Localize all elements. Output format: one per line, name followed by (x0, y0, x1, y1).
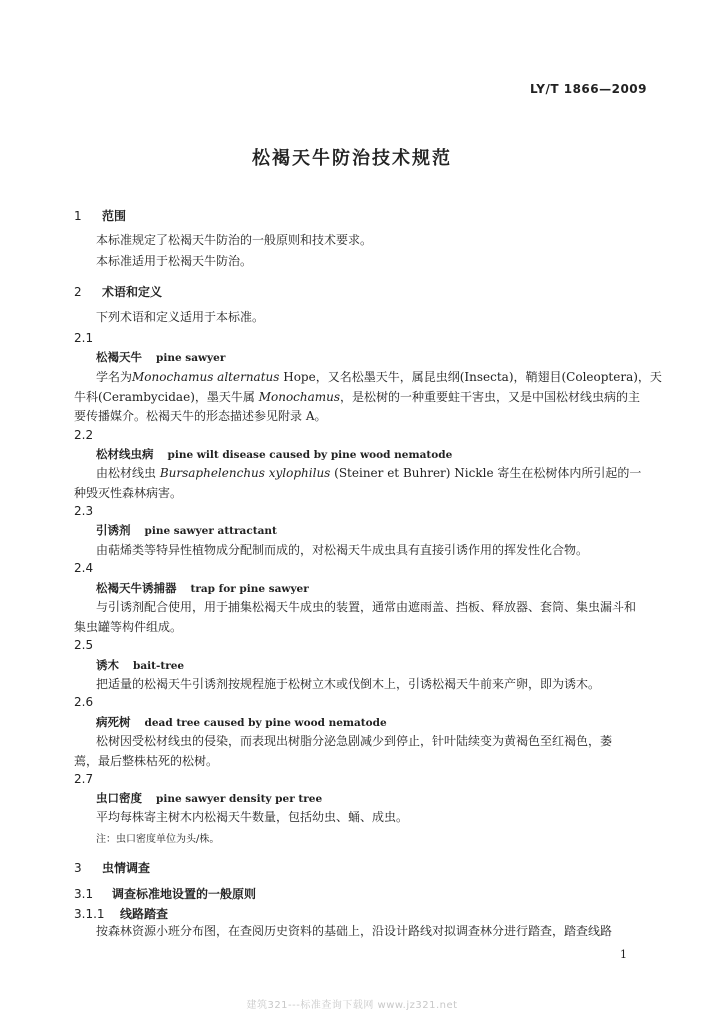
term-en: pine wilt disease caused by pine wood nematode (167, 449, 453, 461)
term-heading (96, 349, 225, 365)
section-3-heading (74, 859, 150, 876)
section-number: 2 (74, 285, 82, 299)
section-number: 3.1 (74, 887, 94, 901)
clause-number: 2.1 (74, 331, 94, 345)
section-number: 1 (74, 209, 82, 223)
term-zh: 病死树 (96, 715, 131, 729)
term-en: trap for pine sawyer (190, 583, 309, 595)
clause-number: 2.7 (74, 772, 94, 786)
term-heading (96, 714, 387, 730)
page-number: 1 (620, 948, 627, 961)
scientific-name: Bursaphelenchus xylophilus (159, 466, 331, 480)
section-number: 3 (74, 861, 82, 875)
term-heading (96, 657, 184, 673)
section-title: 范围 (102, 209, 127, 223)
definition-line: 要传播媒介。松褐天牛的形态描述参见附录 A。 (74, 409, 327, 423)
note: 注：虫口密度单位为头/株。 (96, 834, 220, 845)
term-zh: 松材线虫病 (96, 447, 154, 461)
term-en: pine sawyer (156, 352, 226, 364)
term-zh: 松褐天牛 (96, 350, 142, 364)
definition-line: 平均每株寄主树木内松褐天牛数量，包括幼虫、蛹、成虫。 (96, 810, 409, 824)
text: Hope，又名松墨天牛，属昆虫纲(Insecta)，鞘翅目(Coleoptera)，天 (279, 370, 662, 384)
clause-number: 2.4 (74, 561, 94, 575)
paragraph: 本标准适用于松褐天牛防治。 (96, 254, 253, 268)
term-zh: 松褐天牛诱捕器 (96, 581, 177, 595)
watermark: 建筑321---标准查询下载网 www.jz321.net (246, 1000, 458, 1011)
term-en: dead tree caused by pine wood nematode (144, 717, 387, 729)
definition-line (96, 464, 641, 483)
definition-line (74, 388, 640, 407)
clause-number: 2.2 (74, 428, 94, 442)
standard-code: LY/T 1866—2009 (530, 82, 648, 96)
definition-line: 与引诱剂配合使用，用于捕集松褐天牛成虫的装置，通常由遮雨盖、挡板、释放器、套筒、集虫漏斗和 (96, 600, 637, 614)
scientific-name: Monochamus (258, 390, 341, 404)
term-zh: 虫口密度 (96, 791, 142, 805)
text: 由松材线虫 (96, 466, 160, 480)
text: 学名为 (96, 370, 133, 384)
subsection-heading (74, 905, 168, 922)
section-2-heading (74, 283, 162, 300)
term-en: pine sawyer density per tree (156, 793, 323, 805)
paragraph: 按森林资源小班分布图，在查阅历史资料的基础上，沿设计路线对拟调查林分进行踏查，踏查线路 (96, 924, 613, 938)
section-title: 调查标准地设置的一般原则 (112, 887, 257, 901)
term-heading (96, 580, 309, 596)
definition-line: 集虫罐等构件组成。 (74, 620, 183, 634)
definition-line: 由萜烯类等特异性植物成分配制而成的，对松褐天牛成虫具有直接引诱作用的挥发性化合物。 (96, 543, 589, 557)
paragraph: 下列术语和定义适用于本标准。 (96, 310, 265, 324)
term-heading (96, 522, 277, 538)
term-heading (96, 446, 452, 462)
definition-line: 松树因受松材线虫的侵染，而表现出树脂分泌急剧减少到停止，针叶陆续变为黄褐色至红褐色，萎 (96, 734, 613, 748)
scientific-name: Monochamus alternatus (132, 370, 280, 384)
section-title: 术语和定义 (102, 285, 163, 299)
term-en: pine sawyer attractant (144, 525, 277, 537)
text: (Steiner et Buhrer) Nickle 寄生在松树体内所引起的一 (330, 466, 642, 480)
text: ，是松树的一种重要蛀干害虫，又是中国松材线虫病的主 (340, 390, 641, 404)
section-title: 虫情调查 (102, 861, 151, 875)
paragraph: 本标准规定了松褐天牛防治的一般原则和技术要求。 (96, 233, 373, 247)
definition-line: 种毁灭性森林病害。 (74, 486, 183, 500)
clause-number: 2.3 (74, 504, 94, 518)
clause-number: 2.6 (74, 695, 94, 709)
definition-line: 蔫，最后整株枯死的松树。 (74, 754, 219, 768)
clause-number: 2.5 (74, 638, 94, 652)
document-title: 松褐天牛防治技术规范 (252, 148, 452, 169)
term-zh: 引诱剂 (96, 523, 131, 537)
term-en: bait-tree (133, 660, 185, 672)
text: 牛科(Cerambycidae)，墨天牛属 (74, 390, 259, 404)
section-1-heading (74, 207, 126, 224)
section-number: 3.1.1 (74, 907, 105, 921)
definition-line: 把适量的松褐天牛引诱剂按规程施于松树立木或伐倒木上，引诱松褐天牛前来产卵，即为诱木。 (96, 677, 601, 691)
section-title: 线路踏查 (120, 907, 169, 921)
term-zh: 诱木 (96, 658, 119, 672)
term-heading (96, 790, 322, 806)
subsection-heading (74, 885, 256, 902)
definition-line (96, 368, 662, 387)
